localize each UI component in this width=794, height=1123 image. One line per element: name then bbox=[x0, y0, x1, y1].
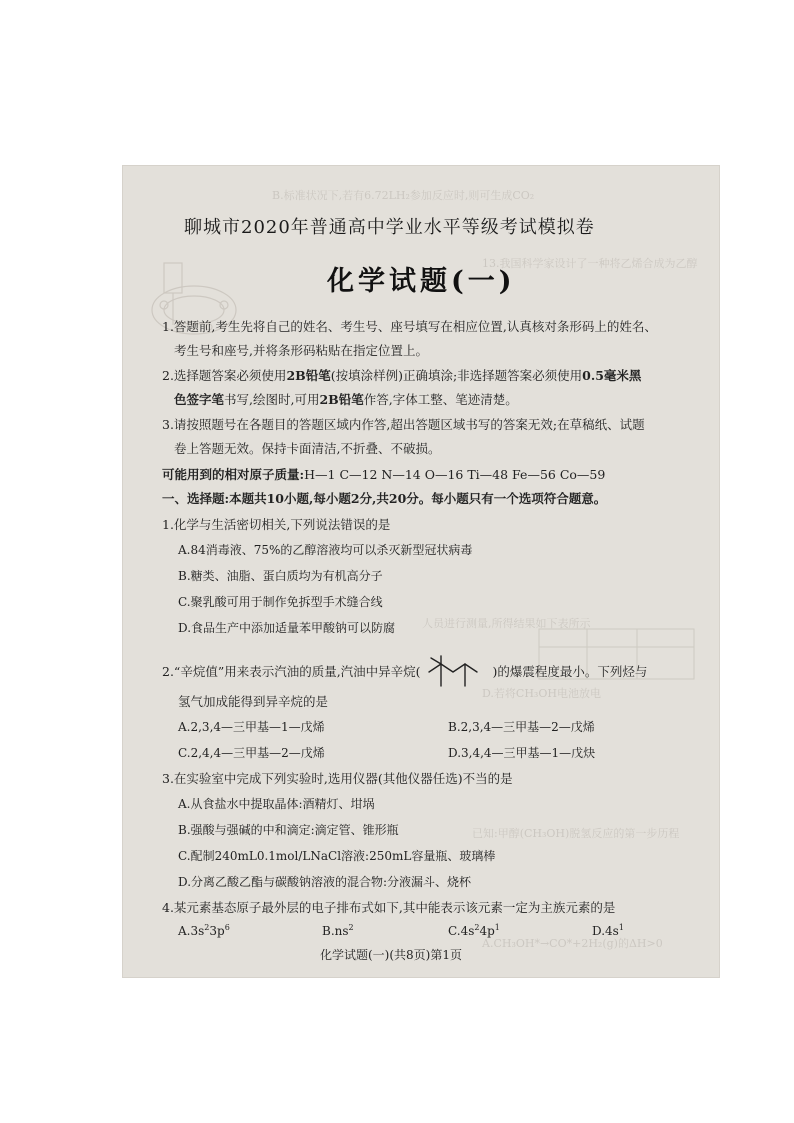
instruction-3-line-1: 3.请按照题号在各题目的答题区域内作答,超出答题区域书写的答案无效;在草稿纸、试题 bbox=[162, 417, 645, 432]
question-2-option-d: D.3,4,4—三甲基—1—戊炔 bbox=[448, 746, 596, 760]
question-1-option-b: B.糖类、油脂、蛋白质均为有机高分子 bbox=[178, 569, 383, 583]
bleed-through-text: 人员进行测量,所得结果如下表所示 bbox=[422, 617, 591, 630]
question-4-option-c: $C.4s^24p^1$ bbox=[448, 923, 500, 938]
atomic-masses: 可能用到的相对原子质量:H—1 C—12 N—14 O—16 Ti—48 Fe—56 Co—59 bbox=[162, 467, 606, 482]
bleed-through-text: 已知:甲醇(CH₃OH)脱氢反应的第一步历程 bbox=[472, 827, 680, 840]
question-1-option-c: C.聚乳酸可用于制作免拆型手术缝合线 bbox=[178, 595, 383, 609]
bleed-through-text: A.CH₃OH*→CO*+2H₂(g)的ΔH>0 bbox=[482, 937, 663, 950]
subject-title: 化学试题(一) bbox=[327, 266, 516, 297]
question-2-option-b: B.2,3,4—三甲基—2—戊烯 bbox=[448, 720, 595, 734]
question-2-stem-line-2: 氢气加成能得到异辛烷的是 bbox=[178, 694, 329, 709]
question-3-stem: 3.在实验室中完成下列实验时,选用仪器(其他仪器任选)不当的是 bbox=[162, 771, 513, 786]
page-footer: 化学试题(一)(共8页)第1页 bbox=[320, 948, 462, 962]
question-3-option-b: B.强酸与强碱的中和滴定:滴定管、锥形瓶 bbox=[178, 823, 399, 837]
question-3-option-d: D.分离乙酸乙酯与碳酸钠溶液的混合物:分液漏斗、烧杯 bbox=[178, 875, 472, 889]
question-2-option-a: A.2,3,4—三甲基—1—戊烯 bbox=[178, 720, 325, 734]
instruction-2-line-2: 色签字笔书写,绘图时,可用2B铅笔作答,字体工整、笔迹清楚。 bbox=[174, 392, 518, 407]
question-1-stem: 1.化学与生活密切相关,下列说法错误的是 bbox=[162, 517, 391, 532]
bleed-through-diagram bbox=[144, 255, 244, 355]
question-4-option-b: $B.ns^2$ bbox=[322, 923, 354, 938]
question-1-option-d: D.食品生产中添加适量苯甲酸钠可以防腐 bbox=[178, 621, 396, 635]
question-3-option-a: A.从食盐水中提取晶体:酒精灯、坩埚 bbox=[178, 797, 375, 811]
instruction-1-line-1: 1.答题前,考生先将自己的姓名、考生号、座号填写在相应位置,认真核对条形码上的姓名、 bbox=[162, 319, 657, 334]
question-2-stem: 2.“辛烷值”用来表示汽油的质量,汽油中异辛烷( )的爆震程度最小。下列烃与 bbox=[162, 654, 647, 690]
bleed-through-text: 13.我国科学家设计了一种将乙烯合成为乙醇 bbox=[482, 257, 698, 270]
scanned-page bbox=[122, 165, 720, 978]
question-4-option-d: $D.4s^1$ bbox=[592, 923, 624, 938]
question-4-stem: 4.某元素基态原子最外层的电子排布式如下,其中能表示该元素一定为主族元素的是 bbox=[162, 900, 616, 915]
question-3-option-c: C.配制240mL0.1mol/LNaCl溶液:250mL容量瓶、玻璃棒 bbox=[178, 849, 496, 863]
bleed-through-text: B.标准状况下,若有6.72LH₂参加反应时,则可生成CO₂ bbox=[272, 189, 535, 202]
question-4-option-a: $A.3s^23p^6$ bbox=[178, 923, 230, 938]
bleed-through-text: D.若将CH₃OH电池放电 bbox=[482, 687, 601, 700]
section-heading: 一、选择题:本题共10小题,每小题2分,共20分。每小题只有一个选项符合题意。 bbox=[162, 491, 607, 506]
instruction-1-line-2: 考生号和座号,并将条形码粘贴在指定位置上。 bbox=[174, 343, 428, 358]
isooctane-skeletal-formula bbox=[425, 654, 489, 690]
exam-title: 聊城市2020年普通高中学业水平等级考试模拟卷 bbox=[184, 217, 595, 238]
instruction-2-line-1: 2.选择题答案必须使用2B铅笔(按填涂样例)正确填涂;非选择题答案必须使用0.5毫米黑 bbox=[162, 368, 642, 383]
instruction-3-line-2: 卷上答题无效。保持卡面清洁,不折叠、不破损。 bbox=[174, 441, 441, 456]
question-2-option-c: C.2,4,4—三甲基—2—戊烯 bbox=[178, 746, 325, 760]
question-1-option-a: A.84消毒液、75%的乙醇溶液均可以杀灭新型冠状病毒 bbox=[178, 543, 473, 557]
